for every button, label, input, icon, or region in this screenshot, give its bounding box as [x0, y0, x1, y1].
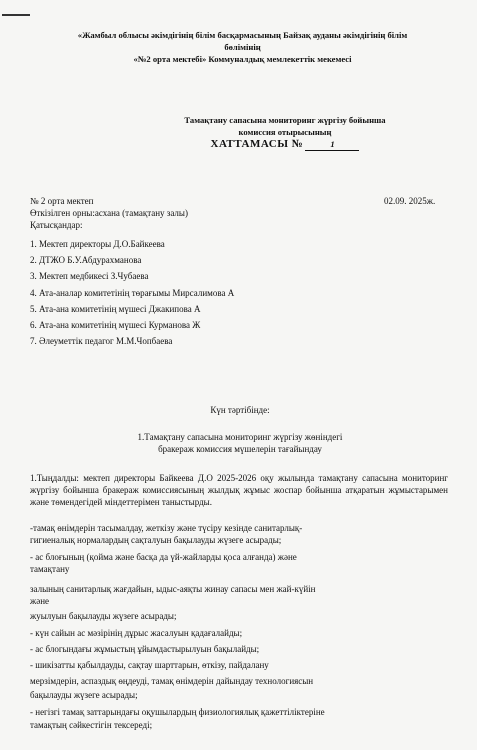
header-line-2: бөлімінің	[224, 42, 261, 52]
agenda-item-line-1: 1.Тамақтану сапасына мониторинг жүргізу жөніндегі	[137, 432, 343, 442]
attendee-item: 7. Әлеуметтік педагог М.М.Чопбаева	[30, 336, 173, 346]
attendee-item: 5. Ата-ана комитетінің мүшесі Джакипова А	[30, 304, 201, 314]
agenda-heading: Күн тәртібінде:	[210, 405, 270, 415]
body-line: мерзімдерін, аспаздық өңдеуді, тамақ өнімдерін дайындау технологиясын	[30, 676, 314, 686]
body-line: және	[30, 596, 50, 606]
meeting-date: 02.09. 2025ж.	[384, 196, 436, 206]
header-line-1: «Жамбыл облысы әкімдігінің білім басқармасының Байзақ ауданы әкімдігінің білім	[77, 30, 408, 40]
body-line: - күн сайын ас мәзірінің дұрыс жасалуын қадағалайды;	[30, 628, 243, 638]
header-line-3: «№2 орта мектебі» Коммуналдық мемлекеттік мекемесі	[133, 54, 352, 64]
attendee-item: 4. Ата-аналар комитетінің төрағымы Мирсалимова А	[30, 288, 235, 298]
body-line: -тамақ өнімдерін тасымалдау, жеткізу және түсіру кезінде санитарлық-	[30, 523, 303, 533]
body-line: - шикізатты қабылдауды, сақтау шарттарын, өткізу, пайдалану	[30, 660, 269, 670]
body-line: залының санитарлық жағдайын, ыдыс-аяқты жинау сапасы мен жай-күйін	[30, 584, 316, 594]
agenda-item-line-2: бракераж комиссия мүшелерін тағайындау	[158, 444, 322, 454]
body-line: тамақтың сәйкестігін тексереді;	[30, 720, 153, 730]
body-intro: 1.Тыңдалды: мектеп директоры Байкеева Д.О 2025-2026 оқу жылында тамақтану сапасына мониторинг жүргізу бойынша бракераж комиссиясының жылдық жұмыс жоспар бойынша атқаратын жұмыстарымен және төмендегідей міндеттерімен таныстырды.	[30, 473, 448, 507]
body-line: жуылуын бақылауды жүзеге асырады;	[30, 611, 177, 621]
body-line: - ас блогындағы жұмыстың ұйымдастырылуын бақылайды;	[30, 644, 260, 654]
protocol-title-text: ХАТТАМАСЫ №	[210, 138, 304, 150]
attended-label: Қатысқандар:	[30, 220, 83, 230]
protocol-line-2: комиссия отырысының	[238, 127, 332, 137]
body-line: гигиеналық нормалардың сақталуын бақылауды жүзеге асырады;	[30, 535, 282, 545]
protocol-number: 1	[305, 139, 359, 151]
attendee-item: 3. Мектеп медбикесі З.Чубаева	[30, 271, 149, 281]
attendee-item: 1. Мектеп директоры Д.О.Байкеева	[30, 239, 165, 249]
body-line: бақылауды жүзеге асырады;	[30, 690, 138, 700]
body-line: - негізгі тамақ заттарындағы оқушылардың физиологиялық қажеттіліктеріне	[30, 707, 325, 717]
attendee-item: 2. ДТЖО Б.У.Абдурахманова	[30, 255, 142, 265]
school-name: № 2 орта мектеп	[30, 196, 94, 206]
scan-mark	[2, 14, 30, 16]
protocol-line-1: Тамақтану сапасына мониторинг жүргізу бойынша	[184, 115, 386, 125]
body-line: - ас блоғының (қойма және басқа да үй-жайларды қоса алғанда) және	[30, 552, 297, 562]
body-line: тамақтану	[30, 564, 70, 574]
protocol-title	[150, 139, 420, 151]
attendee-item: 6. Ата-ана комитетінің мүшесі Курманова Ж	[30, 320, 201, 330]
meeting-place: Өткізілген орны:асхана (тамақтану залы)	[30, 208, 188, 218]
